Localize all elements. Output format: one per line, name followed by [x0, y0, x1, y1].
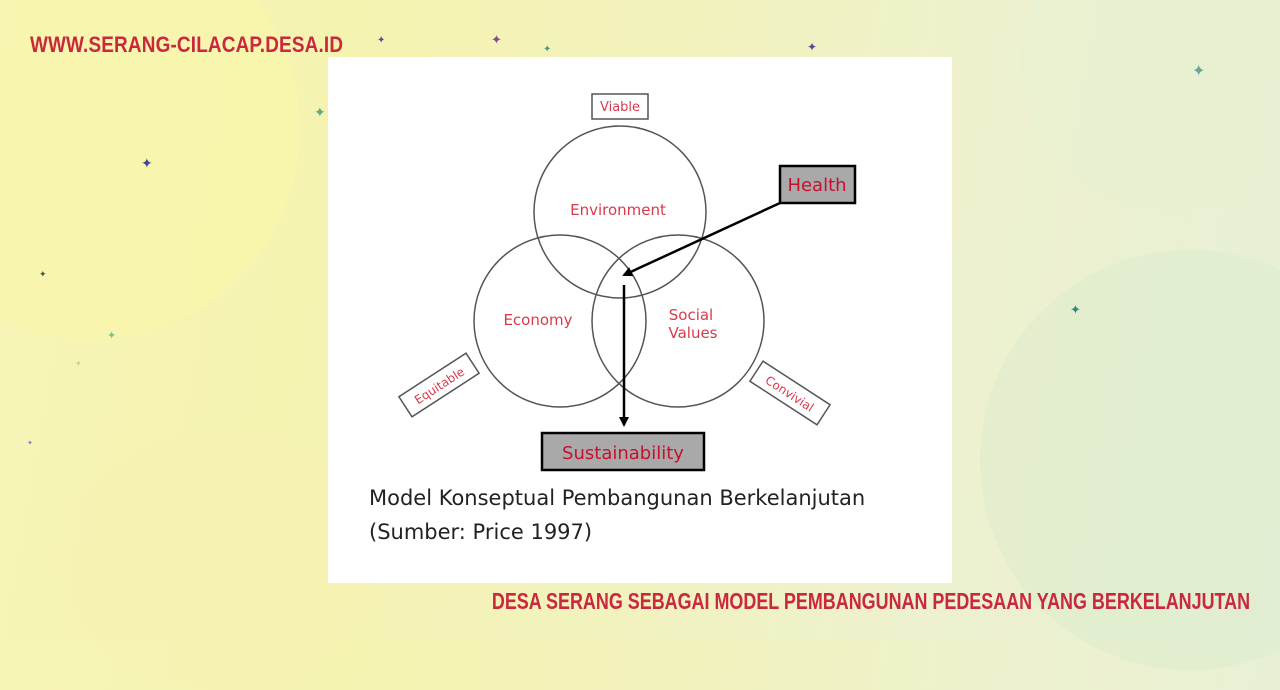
social-label: Social — [668, 306, 714, 324]
values-label: Values — [668, 324, 718, 342]
sparkle-icon: ✦ — [1070, 303, 1081, 318]
caption-line-1: Model Konseptual Pembangunan Berkelanjutan — [369, 486, 866, 510]
sparkle-icon: ✦ — [1192, 61, 1206, 80]
convivial-tag-label: Convivial — [762, 373, 817, 415]
viable-tag-label: Viable — [599, 100, 641, 115]
sparkle-icon: ✦ — [314, 105, 326, 121]
sparkle-icon: ✦ — [491, 33, 502, 48]
background-blob — [1020, 0, 1280, 210]
article-title[interactable]: DESA SERANG SEBAGAI MODEL PEMBANGUNAN PEDESAAN YANG BERKELANJUTAN — [491, 588, 1250, 614]
economy-label: Economy — [503, 311, 573, 329]
sparkle-icon: ✦ — [543, 44, 552, 55]
sparkle-icon: ✦ — [27, 439, 33, 447]
sparkle-icon: ✦ — [377, 35, 386, 46]
equitable-tag-label: Equitable — [412, 364, 468, 408]
equitable-tag — [399, 353, 479, 417]
sparkle-icon: ✦ — [39, 270, 47, 280]
site-url[interactable]: WWW.SERANG-CILACAP.DESA.ID — [30, 32, 344, 57]
diagram-card — [328, 57, 952, 583]
environment-label: Environment — [570, 201, 666, 219]
convivial-tag — [750, 361, 830, 425]
sustainability-venn-diagram — [328, 57, 952, 583]
sparkle-icon: ✦ — [107, 329, 117, 342]
sparkle-icon: ✦ — [141, 156, 153, 172]
sparkle-icon: ✦ — [75, 359, 82, 368]
sustainability-label: Sustainability — [562, 443, 684, 464]
health-label: Health — [787, 175, 847, 196]
sparkle-icon: ✦ — [807, 40, 818, 54]
caption-line-2: (Sumber: Price 1997) — [369, 520, 593, 544]
